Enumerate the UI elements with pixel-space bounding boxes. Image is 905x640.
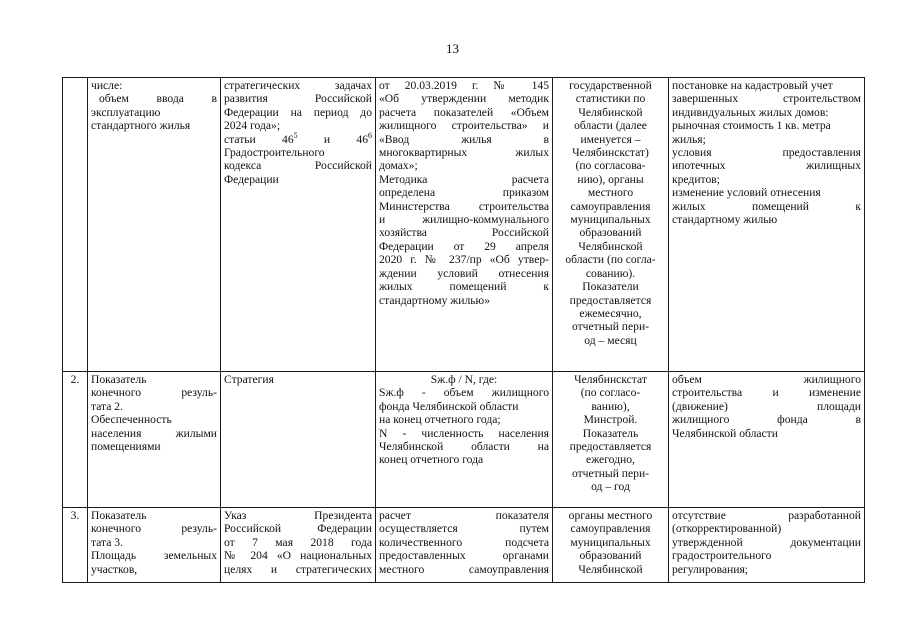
responsible-cell: Челябинскстат (по согласо- ванию), Минстрой. Показатель предоставляется ежегодно, отчетный пери- од – год: [553, 372, 669, 508]
row-number: 2.: [63, 372, 88, 508]
method-cell: от 20.03.2019 г. № 145 «Об утверждении методик расчета показателей «Объем жилищного строительства» и «Ввод жилья в многоквартирных жилых домах»; Методика расчета определена приказом Министерства строительства и жилищно-коммунального хозяйства Российской Федерации от 29 апреля 2020 г. № 237/пр «Об утвер- ждении условий отнесения жилых помещений к стандартному жилью»: [376, 78, 553, 372]
indicator-cell: Показатель конечного резуль- тата 3. Площадь земельных участков,: [88, 508, 221, 583]
factors-cell: объем жилищного строительства и изменение (движение) площади жилищного фонда в Челябинской области: [669, 372, 865, 508]
table-row: [63, 508, 865, 583]
source-cell: Стратегия: [221, 372, 376, 508]
page-number: 13: [446, 41, 459, 56]
row-number: [63, 78, 88, 372]
factors-cell: постановке на кадастровый учет завершенных строительством индивидуальных жилых домов: рыночная стоимость 1 кв. метра жилья; условия предоставления ипотечных жилищных кредитов; изменение условий отнесения жилых помещений к стандартному жилью: [669, 78, 865, 372]
table-row: [63, 78, 865, 372]
indicator-cell: Показатель конечного резуль- тата 2. Обеспеченность населения жилыми помещениями: [88, 372, 221, 508]
source-cell: Указ Президента Российской Федерации от 7 мая 2018 года № 204 «О национальных целях и стратегических: [221, 508, 376, 583]
document-table: [62, 77, 865, 583]
table-row: [63, 372, 865, 508]
indicator-cell: числе: объем ввода в эксплуатацию стандартного жилья: [88, 78, 221, 372]
responsible-cell: государственной статистики по Челябинской области (далее именуется – Челябинскстат) (по согласова- нию), органы местного самоуправления муниципальных образований Челябинской области (по согла- сованию). Показатели предоставляется ежемесячно, отчетный пери- од – месяц: [553, 78, 669, 372]
responsible-cell: органы местного самоуправления муниципальных образований Челябинской: [553, 508, 669, 583]
source-cell: стратегических задачах развития Российской Федерации на период до 2024 года»; статьи $46^5$ и $46^6$ Градостроительного кодекса Российской Федерации: [221, 78, 376, 372]
method-cell: расчет показателя осуществляется путем количественного подсчета предоставленных органами местного самоуправления: [376, 508, 553, 583]
row-number: 3.: [63, 508, 88, 583]
method-cell: Sж.ф / N, где: Sж.ф - объем жилищного фонда Челябинской области на конец отчетного года; N - численность населения Челябинской области на конец отчетного года: [376, 372, 553, 508]
factors-cell: отсутствие разработанной (откорректированной) утвержденной документации градостроительного регулирования;: [669, 508, 865, 583]
